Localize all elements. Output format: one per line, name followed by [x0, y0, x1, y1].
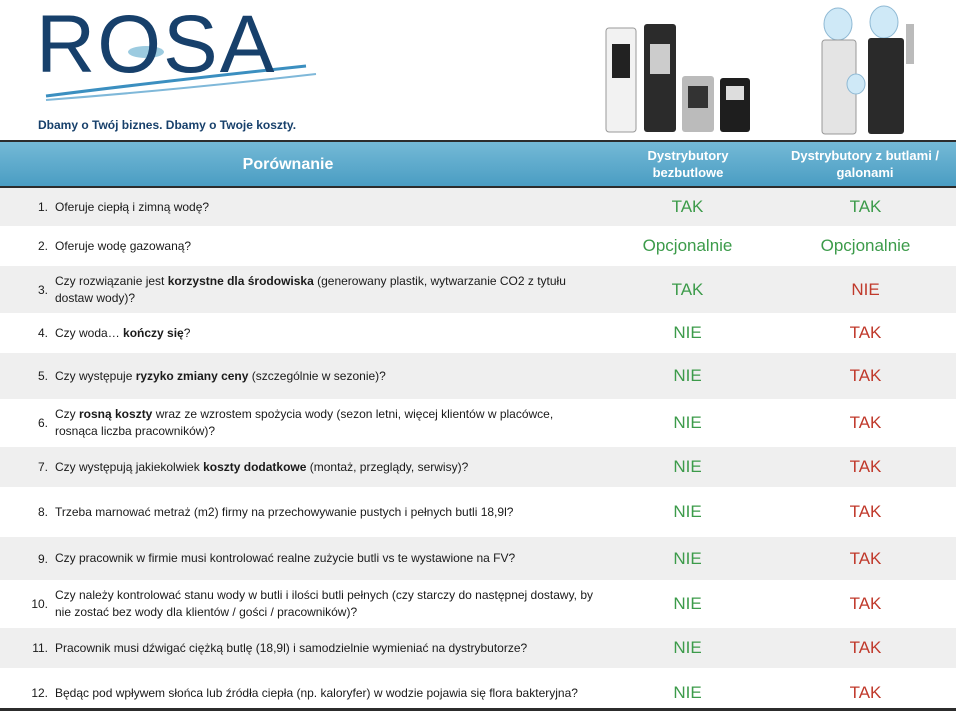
row-number: 5. [37, 369, 48, 383]
answer-bottleless: NIE [673, 502, 702, 521]
question-text: Czy [55, 407, 79, 421]
answer-bottled: TAK [849, 594, 882, 613]
answer-bottled: TAK [849, 366, 882, 385]
table-row [0, 188, 956, 227]
answer-bottleless: NIE [673, 366, 702, 385]
question-emphasis: kończy się [123, 325, 184, 340]
answer-bottled: Opcjonalnie [820, 236, 911, 255]
row-number: 12. [31, 686, 48, 700]
bottle-dispensers-image [818, 4, 918, 136]
question-text: Oferuje ciepłą i zimną wodę? [55, 199, 210, 214]
question-text: Będąc pod wpływem słońca lub źródła ciepła (np. kaloryfer) w wodzie pojawia się flora bakteryjna? [55, 685, 578, 700]
header-comparison: Porównanie [242, 155, 334, 173]
tagline: Dbamy o Twój biznes. Dbamy o Twoje koszty. [38, 118, 297, 132]
row-number: 4. [37, 326, 48, 340]
answer-bottled: TAK [849, 548, 882, 568]
answer-bottled: TAK [849, 683, 882, 702]
answer-bottleless: NIE [673, 323, 702, 342]
question-text: wraz ze wzrostem spożycia wody (sezon letni, więcej klientów w placówce, rosnąca liczba pracowników)? [55, 407, 554, 438]
table-row [0, 314, 956, 353]
question-emphasis: korzystne dla środowiska [167, 273, 314, 288]
row-question [55, 400, 595, 446]
table-row [0, 447, 956, 488]
table-row [0, 537, 956, 581]
row-question [55, 447, 595, 487]
question-emphasis: rosną koszty [79, 407, 153, 421]
answer-bottleless: NIE [673, 594, 702, 613]
bottleless-dispensers-image [604, 20, 754, 136]
row-number: 1. [37, 200, 48, 214]
answer-bottled: TAK [849, 413, 882, 432]
answer-bottleless: TAK [671, 279, 704, 299]
row-question [55, 188, 595, 226]
question-text: Pracownik musi dźwigać ciężką butlę (18,9l) i samodzielnie wymieniać na dystrybutorze? [55, 640, 528, 655]
row-question [55, 581, 595, 627]
table-row [0, 353, 956, 400]
row-number: 7. [37, 460, 48, 474]
answer-bottleless: NIE [673, 548, 702, 568]
answer-bottleless: NIE [673, 457, 702, 476]
question-text: Czy pracownik w firmie musi kontrolować realne zużycie butli vs te wystawione na FV? [55, 551, 516, 565]
question-emphasis: koszty dodatkowe [203, 459, 307, 474]
question-text: Czy występuje [55, 368, 136, 383]
answer-bottled: NIE [851, 279, 880, 299]
answer-bottled: TAK [849, 638, 882, 657]
answer-bottled: TAK [849, 457, 882, 476]
question-text: Czy woda… [55, 325, 124, 340]
table-row [0, 488, 956, 537]
row-question [55, 227, 595, 265]
row-number: 2. [37, 239, 48, 253]
answer-bottleless: NIE [673, 683, 702, 702]
answer-bottleless: NIE [673, 413, 702, 432]
answer-bottled: TAK [849, 197, 882, 216]
question-text: Czy rozwiązanie jest [55, 273, 168, 288]
row-question [55, 353, 595, 399]
row-number: 11. [32, 641, 48, 655]
answer-bottleless: NIE [673, 638, 702, 657]
answer-bottleless: Opcjonalnie [642, 236, 733, 255]
rosa-logo: ROSA [36, 0, 277, 90]
row-number: 10. [31, 597, 48, 611]
table-bottom-border [0, 708, 956, 711]
row-question [55, 628, 595, 668]
table-row [0, 581, 956, 628]
answer-bottleless: TAK [671, 197, 704, 216]
table-row [0, 400, 956, 447]
row-question [55, 314, 595, 352]
table-row [0, 227, 956, 266]
answer-bottled: TAK [849, 502, 882, 521]
row-question [55, 537, 595, 580]
comparison-table [0, 188, 956, 718]
table-row [0, 266, 956, 314]
question-text: Oferuje wodę gazowaną? [55, 238, 192, 253]
row-number: 3. [37, 282, 48, 297]
question-text: (montaż, przeglądy, serwisy)? [306, 459, 469, 474]
question-text: Czy występują jakiekolwiek [55, 459, 204, 474]
row-number: 6. [37, 416, 48, 430]
table-row [0, 628, 956, 669]
header-bottleless: Dystrybutory bezbutlowe [647, 148, 729, 180]
table-header [0, 140, 956, 188]
row-number: 9. [37, 551, 48, 566]
row-question [55, 488, 595, 536]
question-text: Trzeba marnować metraż (m2) firmy na przechowywanie pustych i pełnych butli 18,9l? [55, 504, 514, 519]
question-text: Czy należy kontrolować stanu wody w butli i ilości butli pełnych (czy starczy do następnej dostawy, by nie zostać bez wody dla klientów / gości / pracowników)? [55, 588, 594, 619]
question-text: (generowany plastik, wytwarzanie CO2 z tytułu dostaw wody)? [55, 273, 566, 305]
row-question [55, 266, 595, 313]
page-header [0, 0, 956, 140]
header-bottled: Dystrybutory z butlami / galonami [790, 148, 940, 180]
answer-bottled: TAK [849, 323, 882, 342]
question-text: ? [183, 325, 191, 340]
question-emphasis: ryzyko zmiany ceny [135, 368, 249, 383]
row-number: 8. [37, 505, 48, 519]
question-text: (szczególnie w sezonie)? [248, 368, 386, 383]
